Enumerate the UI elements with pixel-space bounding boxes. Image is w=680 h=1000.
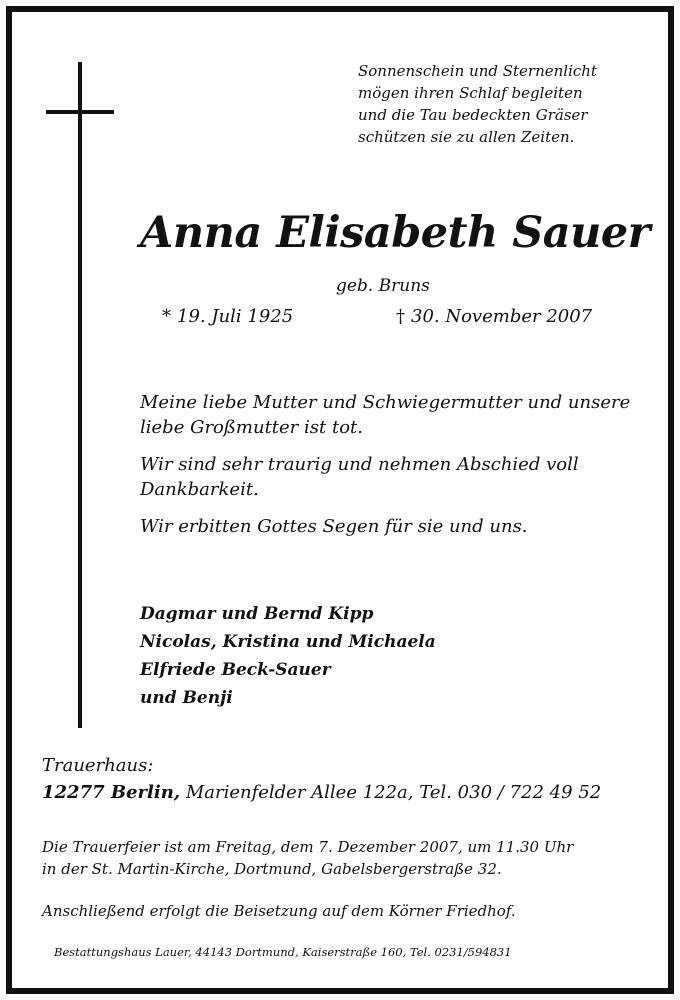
cross-icon [78, 62, 82, 728]
poem-line: mögen ihren Schlaf begleiten [358, 84, 583, 102]
poem-line: schützen sie zu allen Zeiten. [358, 128, 575, 146]
message-paragraph: Wir erbitten Gottes Segen für sie und uns. [140, 516, 528, 537]
death-date-line [396, 306, 592, 327]
trauerhaus-city: 12277 Berlin, [42, 782, 181, 803]
trauerhaus-address: Marienfelder Allee 122a, Tel. 030 / 722 49 52 [185, 782, 602, 803]
poem-line: und die Tau bedeckten Gräser [358, 106, 588, 124]
trauerhaus-label: Trauerhaus: [42, 755, 154, 776]
message-paragraph: Wir sind sehr traurig und nehmen Abschied voll Dankbarkeit. [140, 454, 579, 500]
family-name: Nicolas, Kristina und Michaela [140, 632, 436, 652]
ceremony-info [42, 836, 652, 880]
farewell-message [140, 390, 640, 551]
family-name: Elfriede Beck-Sauer [140, 660, 331, 680]
poem [358, 60, 648, 148]
trauerhaus-address-line [42, 782, 601, 803]
birth-date: 19. Juli 1925 [177, 306, 294, 327]
poem-line: Sonnenschein und Sternenlicht [358, 62, 597, 80]
death-cross-icon: † [396, 306, 405, 327]
cross-icon-bar [46, 110, 114, 114]
death-date: 30. November 2007 [411, 306, 593, 327]
deceased-name: Anna Elisabeth Sauer [140, 208, 650, 258]
family-name: und Benji [140, 688, 233, 708]
birth-date-line [162, 306, 293, 327]
burial-info: Anschließend erfolgt die Beisetzung auf dem Körner Friedhof. [42, 902, 516, 920]
message-paragraph: Meine liebe Mutter und Schwiegermutter und unsere liebe Großmutter ist tot. [140, 392, 631, 438]
family-signatures [140, 600, 620, 712]
birth-name: geb. Bruns [336, 276, 430, 296]
birth-star-icon: * [162, 306, 171, 327]
ceremony-line: in der St. Martin-Kirche, Dortmund, Gabelsbergerstraße 32. [42, 860, 502, 878]
funeral-home-info: Bestattungshaus Lauer, 44143 Dortmund, Kaiserstraße 160, Tel. 0231/594831 [54, 945, 512, 959]
family-name: Dagmar und Bernd Kipp [140, 604, 374, 624]
ceremony-line: Die Trauerfeier ist am Freitag, dem 7. Dezember 2007, um 11.30 Uhr [42, 838, 574, 856]
